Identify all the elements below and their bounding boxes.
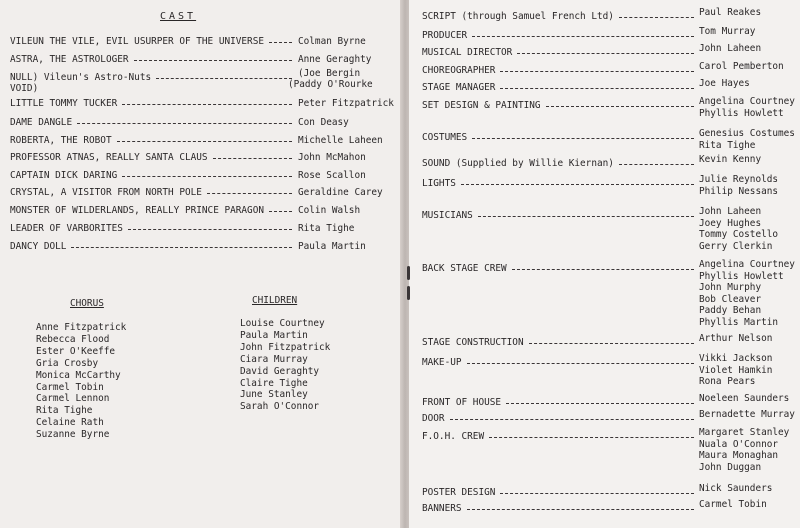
cast-actor: Peter Fitzpatrick: [298, 98, 394, 109]
crew-member: Nick Saunders: [699, 483, 773, 494]
crew-member: Phyllis Howlett: [699, 107, 784, 119]
crew-role: LIGHTS: [422, 178, 456, 189]
crew-member: Tom Murray: [699, 26, 756, 37]
cast-role: PROFESSOR ATNAS, REALLY SANTA CLAUS: [10, 152, 208, 163]
crew-role: SET DESIGN & PAINTING: [422, 100, 541, 111]
crew-member: Phyllis Martin: [699, 317, 779, 328]
cast-role-second-line: VOID): [10, 83, 39, 94]
chorus-member: Suzanne Byrne: [36, 429, 110, 441]
dotted-leader: [529, 343, 694, 344]
crew-member: John Duggan: [699, 461, 762, 473]
staple-mark: [407, 286, 410, 300]
crew-member: Violet Hamkin: [699, 364, 773, 376]
chorus-heading: CHORUS: [70, 298, 104, 309]
chorus-member: Rita Tighe: [36, 405, 93, 417]
dotted-leader: [122, 104, 292, 105]
chorus-member: Anne Fitzpatrick: [36, 322, 127, 333]
crew-role: POSTER DESIGN: [422, 487, 496, 498]
dotted-leader: [450, 419, 694, 420]
cast-role: ASTRA, THE ASTROLOGER: [10, 54, 129, 65]
dotted-leader: [546, 106, 694, 107]
child-member: Louise Courtney: [240, 318, 325, 329]
cast-role: MONSTER OF WILDERLANDS, REALLY PRINCE PARAGON: [10, 205, 264, 216]
crew-member: Joe Hayes: [699, 78, 750, 89]
crew-role: MUSICIANS: [422, 210, 473, 221]
dotted-leader: [213, 158, 292, 159]
crew-member: Angelina Courtney: [699, 259, 795, 270]
dotted-leader: [134, 60, 292, 61]
cast-actor: Colin Walsh: [298, 205, 361, 216]
crew-member: Philip Nessans: [699, 185, 779, 197]
crew-member: John Laheen: [699, 206, 762, 217]
dotted-leader: [156, 78, 292, 79]
children-heading: CHILDREN: [252, 295, 298, 306]
cast-role: DAME DANGLE: [10, 117, 73, 128]
crew-member: Carmel Tobin: [699, 499, 767, 510]
cast-actor: Geraldine Carey: [298, 187, 383, 198]
crew-role: PRODUCER: [422, 30, 468, 41]
chorus-member: Rebecca Flood: [36, 333, 110, 345]
crew-role: BACK STAGE CREW: [422, 263, 507, 274]
cast-role: NULL) Vileun's Astro-Nuts: [10, 72, 152, 83]
dotted-leader: [472, 138, 694, 139]
dotted-leader: [461, 184, 694, 185]
crew-member: Margaret Stanley: [699, 427, 790, 438]
crew-member: John Murphy: [699, 282, 762, 294]
crew-role: BANNERS: [422, 503, 462, 514]
dotted-leader: [71, 247, 292, 248]
crew-role: MAKE-UP: [422, 357, 462, 368]
dotted-leader: [619, 164, 694, 165]
cast-actor: Michelle Laheen: [298, 135, 383, 146]
dotted-leader: [619, 17, 694, 18]
dotted-leader: [500, 71, 694, 72]
crew-member: John Laheen: [699, 43, 762, 54]
crew-member: Noeleen Saunders: [699, 393, 790, 404]
cast-actor: Paula Martin: [298, 241, 366, 252]
crew-page: [409, 0, 800, 528]
dotted-leader: [117, 141, 292, 142]
cast-role: DANCY DOLL: [10, 241, 67, 252]
dotted-leader: [500, 88, 694, 89]
child-member: John Fitzpatrick: [240, 341, 331, 353]
crew-role: SOUND (Supplied by Willie Kiernan): [422, 158, 614, 169]
cast-actor: Con Deasy: [298, 117, 349, 128]
dotted-leader: [489, 437, 694, 438]
crew-role: COSTUMES: [422, 132, 468, 143]
crew-member: Kevin Kenny: [699, 154, 762, 165]
chorus-member: Carmel Lennon: [36, 393, 110, 405]
crew-role: STAGE CONSTRUCTION: [422, 337, 524, 348]
crew-role: MUSICAL DIRECTOR: [422, 47, 513, 58]
dotted-leader: [478, 216, 694, 217]
dotted-leader: [77, 123, 292, 124]
child-member: Ciara Murray: [240, 353, 308, 365]
child-member: David Geraghty: [240, 365, 320, 377]
crew-member: Arthur Nelson: [699, 333, 773, 344]
crew-member: Phyllis Howlett: [699, 270, 784, 282]
dotted-leader: [512, 269, 694, 270]
crew-member: Julie Reynolds: [699, 174, 779, 185]
dotted-leader: [269, 211, 292, 212]
dotted-leader: [500, 493, 694, 494]
cast-actor: Rita Tighe: [298, 223, 355, 234]
cast-actor: John McMahon: [298, 152, 366, 163]
cast-role: ROBERTA, THE ROBOT: [10, 135, 112, 146]
cast-actor: Colman Byrne: [298, 36, 366, 47]
crew-member: Paddy Behan: [699, 305, 762, 317]
crew-member: Rona Pears: [699, 376, 756, 388]
chorus-member: Monica McCarthy: [36, 369, 121, 381]
crew-member: Carol Pemberton: [699, 61, 784, 72]
chorus-member: Gria Crosby: [36, 357, 99, 369]
cast-role: VILEUN THE VILE, EVIL USURPER OF THE UNIVERSE: [10, 36, 264, 47]
crew-role: STAGE MANAGER: [422, 82, 496, 93]
cast-actor: Anne Geraghty: [298, 54, 372, 65]
crew-member: Nuala O'Connor: [699, 438, 779, 450]
cast-heading: CAST: [160, 11, 197, 22]
child-member: Sarah O'Connor: [240, 401, 320, 413]
crew-member: Bob Cleaver: [699, 293, 762, 305]
dotted-leader: [269, 42, 292, 43]
crew-member: Angelina Courtney: [699, 96, 795, 107]
crew-member: Vikki Jackson: [699, 353, 773, 364]
crew-member: Genesius Costumes: [699, 128, 795, 139]
dotted-leader: [207, 193, 292, 194]
crew-role: F.O.H. CREW: [422, 431, 485, 442]
chorus-member: Carmel Tobin: [36, 381, 104, 393]
chorus-member: Celaine Rath: [36, 417, 104, 429]
crew-member: Rita Tighe: [699, 139, 756, 151]
dotted-leader: [506, 403, 694, 404]
crew-role: DOOR: [422, 413, 445, 424]
cast-actor: Rose Scallon: [298, 170, 366, 181]
cast-actor-second-line: (Paddy O'Rourke: [288, 79, 373, 90]
dotted-leader: [517, 53, 694, 54]
dotted-leader: [472, 36, 694, 37]
dotted-leader: [122, 176, 292, 177]
crew-member: Tommy Costello: [699, 229, 779, 241]
crew-role: CHOREOGRAPHER: [422, 65, 496, 76]
crew-member: Gerry Clerkin: [699, 240, 773, 252]
dotted-leader: [128, 229, 292, 230]
crew-role: FRONT OF HOUSE: [422, 397, 502, 408]
dotted-leader: [467, 509, 694, 510]
crew-member: Maura Monaghan: [699, 450, 779, 462]
child-member: Claire Tighe: [240, 377, 308, 389]
crew-member: Bernadette Murray: [699, 409, 795, 420]
cast-role: CAPTAIN DICK DARING: [10, 170, 118, 181]
staple-mark: [407, 266, 410, 280]
chorus-member: Ester O'Keeffe: [36, 345, 116, 357]
cast-role: LEADER OF VARBORITES: [10, 223, 123, 234]
cast-role: LITTLE TOMMY TUCKER: [10, 98, 118, 109]
cast-actor: (Joe Bergin: [298, 68, 361, 79]
crew-role: SCRIPT (through Samuel French Ltd): [422, 11, 614, 22]
crew-member: Paul Reakes: [699, 7, 762, 18]
cast-role: CRYSTAL, A VISITOR FROM NORTH POLE: [10, 187, 202, 198]
dotted-leader: [467, 363, 694, 364]
crew-member: Joey Hughes: [699, 217, 762, 229]
child-member: Paula Martin: [240, 329, 308, 341]
child-member: June Stanley: [240, 389, 308, 401]
